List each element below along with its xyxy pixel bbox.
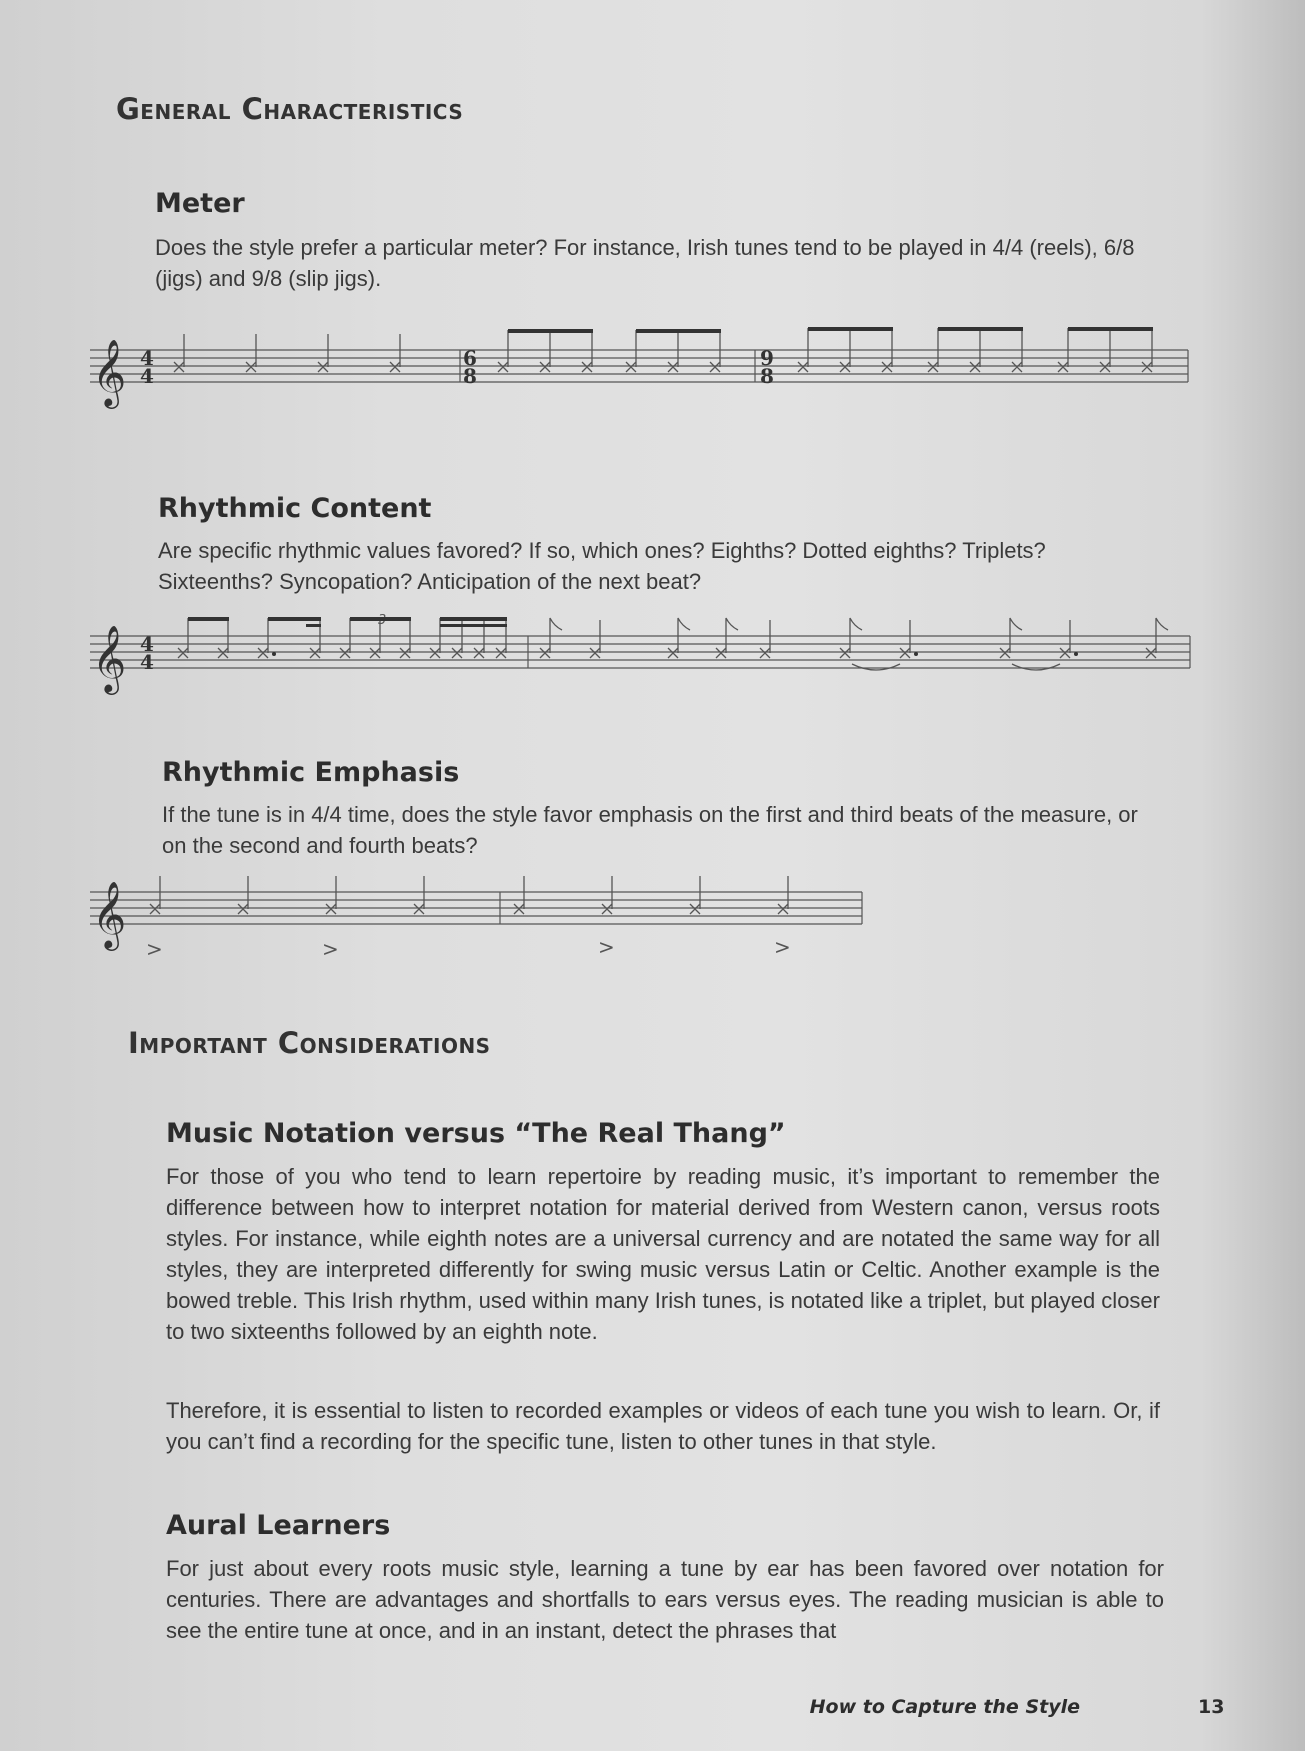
accent-mark: >: [774, 935, 791, 959]
aural-learners-paragraph: For just about every roots music style, learning a tune by ear has been favored over notation for centuries. There are advantages and shortfalls to ears versus eyes. The reading musician is able to see the entire tune at once, and in an instant, detect the phrases that: [166, 1556, 1164, 1643]
section-heading-general: General Characteristics: [116, 92, 464, 126]
time-signature-top: 4: [140, 632, 154, 656]
page-number: 13: [1198, 1696, 1225, 1718]
meter-beams: [508, 327, 1153, 333]
rhythmic-content-paragraph: Are specific rhythmic values favored? If so, which ones? Eighths? Dotted eighths? Triplets? Sixteenths? Syncopation? Anticipation of the next beat?: [158, 538, 1046, 594]
section-heading-important: Important Considerations: [128, 1026, 491, 1060]
subheading-meter: Meter: [155, 188, 245, 219]
rhythmic-emphasis-paragraph: If the tune is in 4/4 time, does the style favor emphasis on the first and third beats of the measure, or on the second and fourth beats?: [162, 802, 1138, 858]
time-signature-top: 4: [140, 346, 154, 370]
treble-clef-icon: 𝄞: [92, 338, 127, 406]
meter-paragraph: Does the style prefer a particular meter? For instance, Irish tunes tend to be played in 4/4 (reels), 6/8 (jigs) and 9/8 (slip jigs).: [155, 235, 1135, 291]
accent-mark: >: [598, 935, 615, 959]
time-signature-top: 9: [760, 346, 774, 370]
subheading-aural-learners: Aural Learners: [166, 1510, 391, 1541]
accent-mark: >: [322, 937, 339, 961]
subheading-rhythmic-content: Rhythmic Content: [158, 493, 432, 524]
notation-paragraph-2: Therefore, it is essential to listen to recorded examples or videos of each tune you wish to learn. Or, if you can’t find a recording for the specific tune, listen to other tunes in that style.: [166, 1398, 1160, 1454]
time-signature-bottom: 8: [760, 364, 774, 388]
subheading-rhythmic-emphasis: Rhythmic Emphasis: [162, 757, 460, 788]
subheading-notation: Music Notation versus “The Real Thang”: [166, 1118, 786, 1149]
rhythmic-content-notation-example: [0, 606, 1305, 716]
meter-notation-example: [0, 320, 1305, 430]
treble-clef-icon: 𝄞: [92, 880, 127, 948]
time-signature-bottom: 4: [140, 364, 154, 388]
treble-clef-icon: 𝄞: [92, 624, 127, 692]
time-signature-bottom: 4: [140, 650, 154, 674]
accent-mark: >: [146, 937, 163, 961]
notation-paragraph-1: For those of you who tend to learn repertoire by reading music, it’s important to remember the difference between how to interpret notation for material derived from Western canon, versus roots styles. For instance, while eighth notes are a universal currency and are notated the same way for all styles, they are interpreted differently for swing music versus Latin or Celtic. Another example is the bowed treble. This Irish rhythm, used within many Irish tunes, is notated like a triplet, but played closer to two sixteenths followed by an eighth note.: [166, 1164, 1160, 1344]
footer-title: How to Capture the Style: [809, 1696, 1080, 1718]
time-signature-bottom: 8: [463, 364, 477, 388]
rhythmic-emphasis-notation-example: [0, 866, 1305, 976]
time-signature-top: 6: [463, 346, 477, 370]
